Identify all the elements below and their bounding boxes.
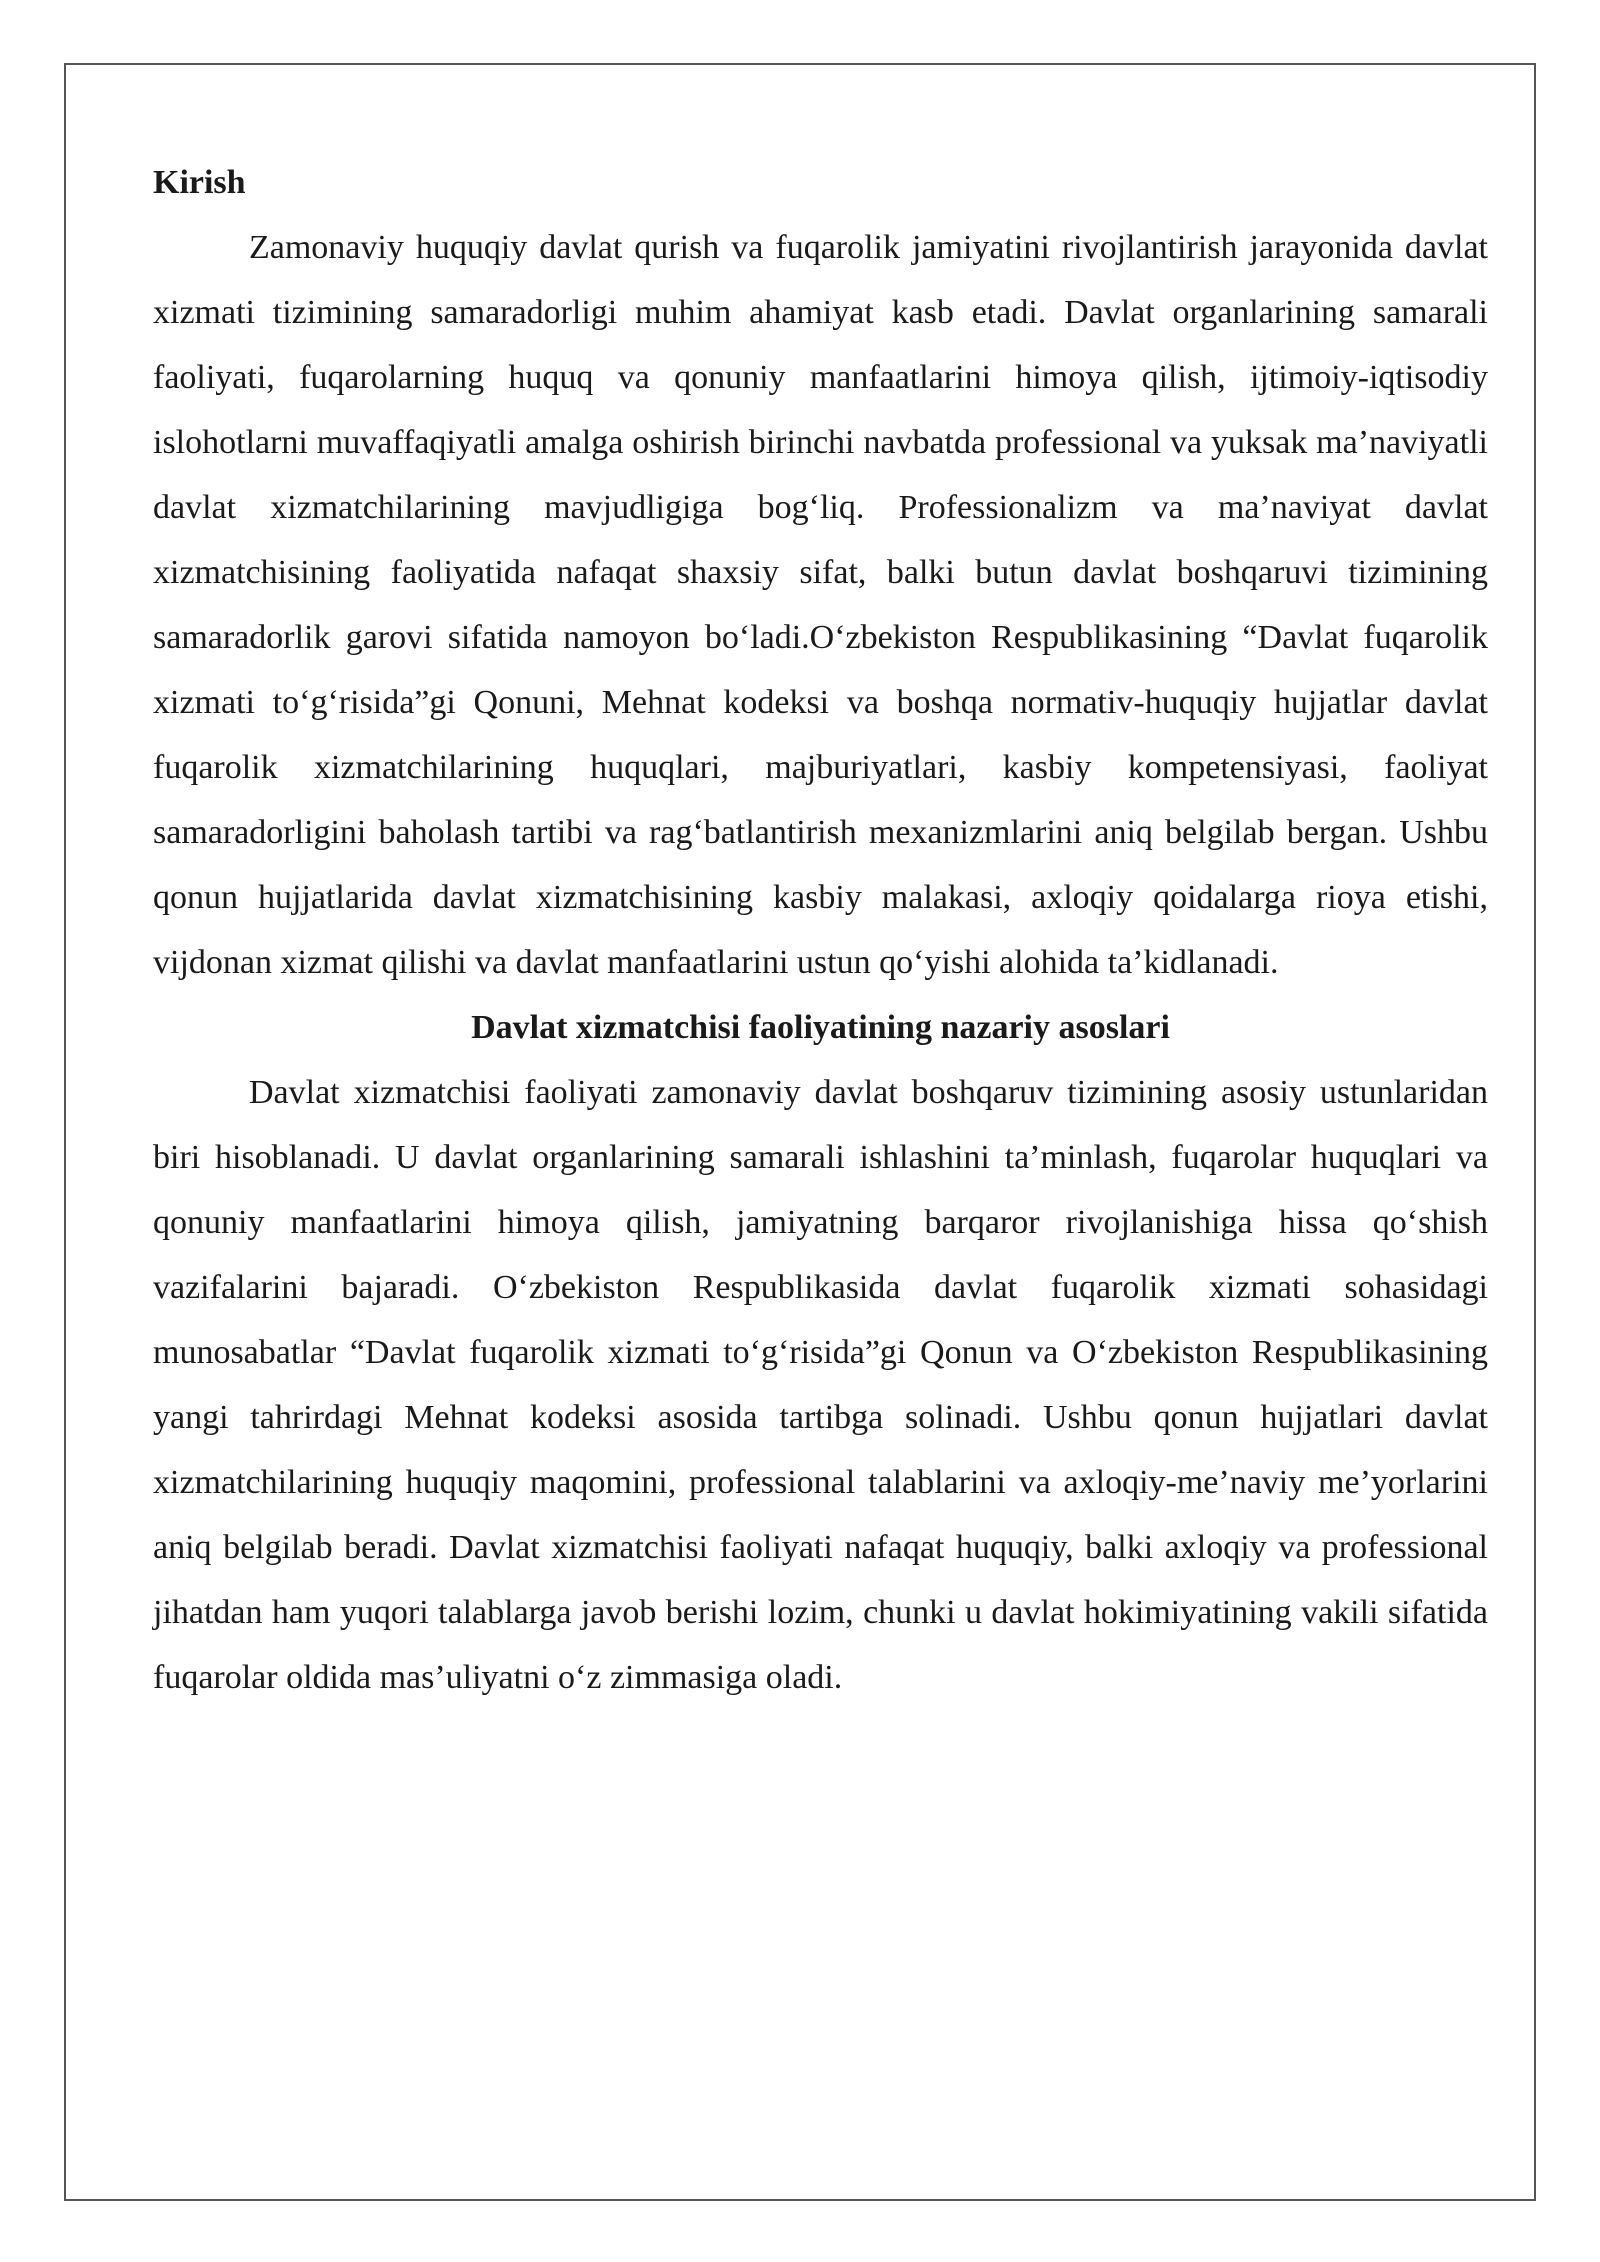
document-body xyxy=(153,150,1488,1710)
section-paragraph: Davlat xizmatchisi faoliyati zamonaviy davlat boshqaruv tizimining asosiy ustunlaridan biri hisoblanadi. U davlat organlarining samarali ishlashini ta’minlash, fuqarolar huquqlari va qonuniy manfaatlarini himoya qilish, jamiyatning barqaror rivojlanishiga hissa qo‘shish vazifalarini bajaradi. O‘zbekiston Respublikasida davlat fuqarolik xizmati sohasidagi munosabatlar “Davlat fuqarolik xizmati to‘g‘risida”gi Qonun va O‘zbekiston Respublikasining yangi tahrirdagi Mehnat kodeksi asosida tartibga solinadi. Ushbu qonun hujjatlari davlat xizmatchilarining huquqiy maqomini, professional talablarini va axloqiy-me’naviy me’yorlarini aniq belgilab beradi. Davlat xizmatchisi faoliyati nafaqat huquqiy, balki axloqiy va professional jihatdan ham yuqori talablarga javob berishi lozim, chunki u davlat hokimiyatining vakili sifatida fuqarolar oldida mas’uliyatni o‘z zimmasiga oladi. xyxy=(153,1074,1488,1696)
intro-heading: Kirish xyxy=(153,164,246,201)
intro-paragraph: Zamonaviy huquqiy davlat qurish va fuqarolik jamiyatini rivojlantirish jarayonida davlat xizmati tizimining samaradorligi muhim ahamiyat kasb etadi. Davlat organlarining samarali faoliyati, fuqarolarning huquq va qonuniy manfaatlarini himoya qilish, ijtimoiy-iqtisodiy islohotlarni muvaffaqiyatli amalga oshirish birinchi navbatda professional va yuksak ma’naviyatli davlat xizmatchilarining mavjudligiga bog‘liq. Professionalizm va ma’naviyat davlat xizmatchisining faoliyatida nafaqat shaxsiy sifat, balki butun davlat boshqaruvi tizimining samaradorlik garovi sifatida namoyon bo‘ladi.O‘zbekiston Respublikasining “Davlat fuqarolik xizmati to‘g‘risida”gi Qonuni, Mehnat kodeksi va boshqa normativ-huquqiy hujjatlar davlat fuqarolik xizmatchilarining huquqlari, majburiyatlari, kasbiy kompetensiyasi, faoliyat samaradorligini baholash tartibi va rag‘batlantirish mexanizmlarini aniq belgilab bergan. Ushbu qonun hujjatlarida davlat xizmatchisining kasbiy malakasi, axloqiy qoidalarga rioya etishi, vijdonan xizmat qilishi va davlat manfaatlarini ustun qo‘yishi alohida ta’kidlanadi. xyxy=(153,229,1488,981)
section-heading: Davlat xizmatchisi faoliyatining nazariy asoslari xyxy=(471,1009,1170,1046)
